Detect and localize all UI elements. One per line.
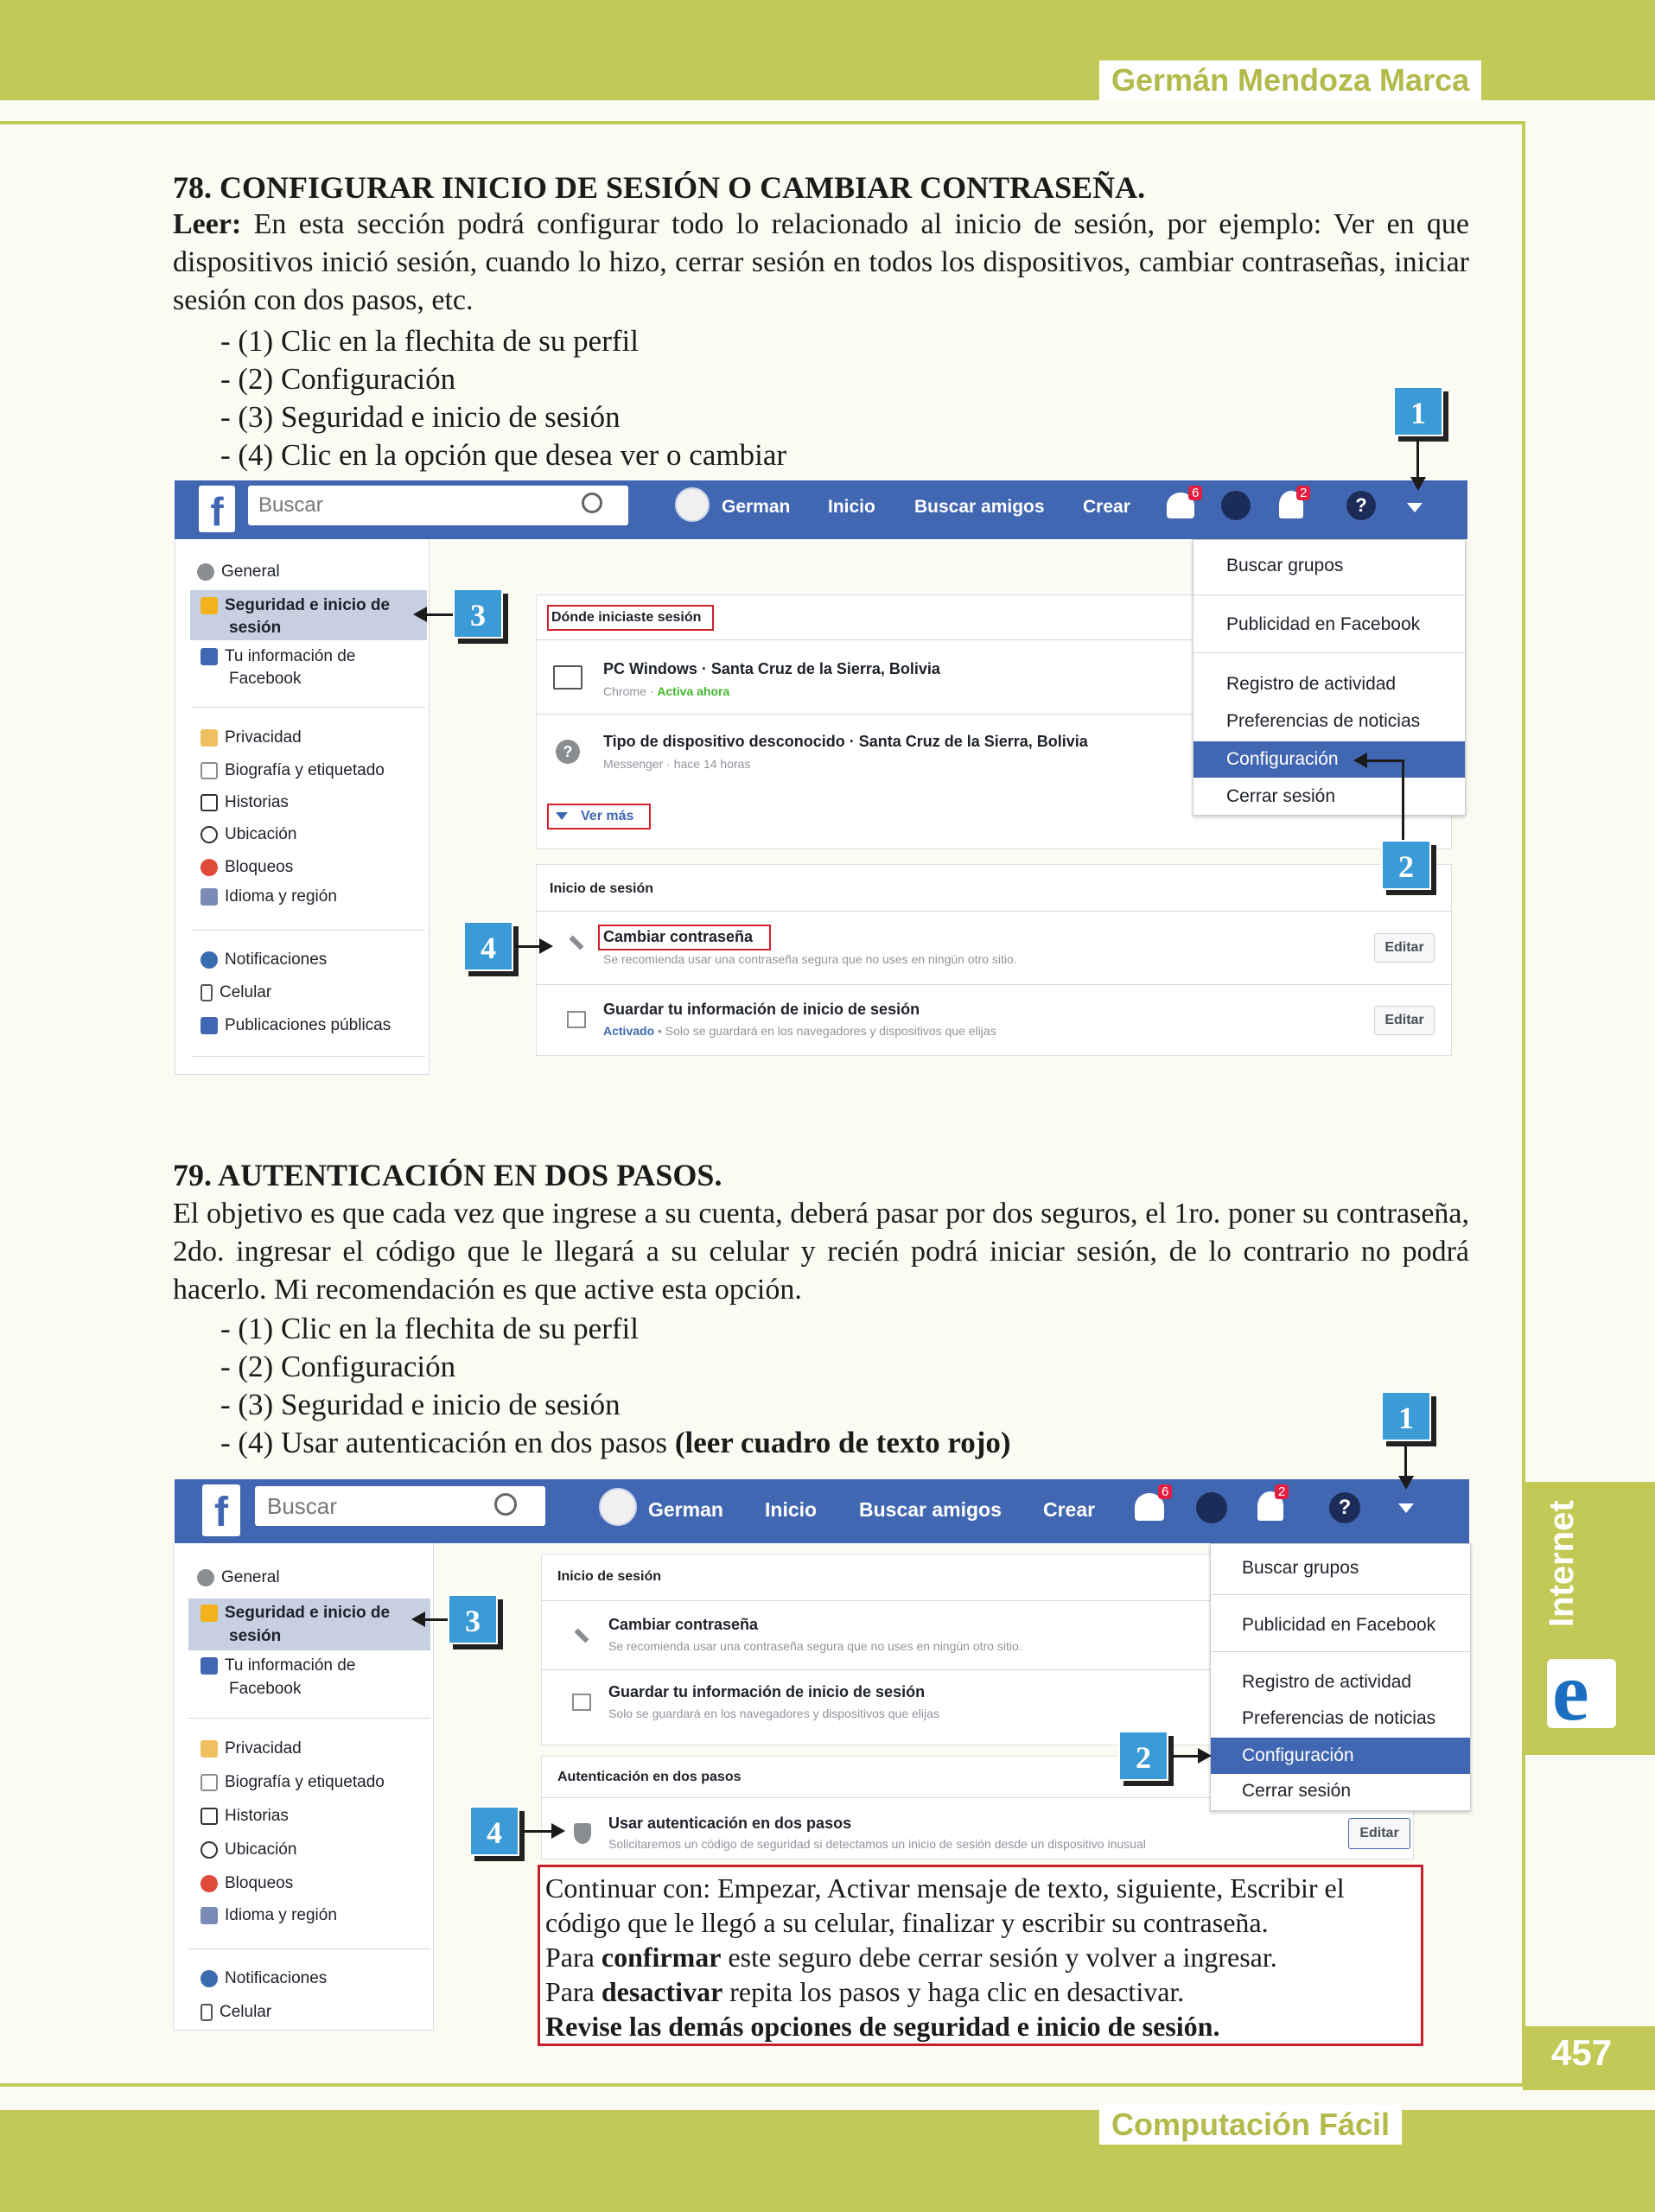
divider xyxy=(1211,1594,1470,1595)
login-heading: Inicio de sesión xyxy=(557,1569,662,1584)
menu-item-logout[interactable]: Cerrar sesión xyxy=(1242,1781,1352,1801)
change-password-link[interactable]: Cambiar contraseña xyxy=(603,928,754,945)
s79-step-3: - (3) Seguridad e inicio de sesión xyxy=(220,1388,621,1421)
notifications-badge: 2 xyxy=(1275,1484,1289,1499)
messenger-icon[interactable] xyxy=(1221,491,1251,520)
device-2-title: Tipo de dispositivo desconocido · Santa Cruz de la Sierra, Bolivia xyxy=(603,733,1088,750)
page-number: 457 xyxy=(1551,2032,1613,2073)
sidebar-item-your-info-line2: Facebook xyxy=(229,1680,302,1698)
nav-find-friends[interactable]: Buscar amigos xyxy=(859,1498,1002,1521)
language-icon xyxy=(201,1907,218,1924)
save-login-info-title[interactable]: Guardar tu información de inicio de sesión xyxy=(603,1001,920,1018)
nav-home[interactable]: Inicio xyxy=(828,497,875,517)
lead-text: En esta sección podrá configurar todo lo relacionado al inicio de sesión, por ejemplo: Ver en que dispositivos inició sesión, cuando lo hizo, cerrar sesión en todos los dispositivos, cambiar contraseñas, iniciar sesión con dos pasos, etc. xyxy=(173,208,1469,316)
save-login-info-title[interactable]: Guardar tu información de inicio de sesión xyxy=(608,1683,926,1700)
book-tag: Computación Fácil xyxy=(1099,2105,1402,2145)
section-78-title: 78. CONFIGURAR INICIO DE SESIÓN O CAMBIAR CONTRASEÑA. xyxy=(173,170,1146,205)
notifications-badge: 2 xyxy=(1296,486,1310,500)
sidebar-item-general[interactable]: General xyxy=(197,1568,280,1587)
sidebar-item-notifications[interactable]: Notificaciones xyxy=(201,1969,327,1988)
language-icon xyxy=(201,888,218,906)
sidebar-item-mobile[interactable]: Celular xyxy=(201,983,271,1002)
edit-button[interactable]: Editar xyxy=(1374,1006,1435,1035)
menu-item-news-feed-prefs[interactable]: Preferencias de noticias xyxy=(1242,1708,1436,1728)
location-icon xyxy=(201,1841,218,1859)
shield-icon xyxy=(201,597,218,614)
callout-4: 4 xyxy=(469,1806,519,1856)
arrow xyxy=(1172,1755,1200,1758)
note-line-4: Revise las demás opciones de seguridad e inicio de sesión. xyxy=(545,2011,1220,2042)
internet-explorer-icon: e xyxy=(1547,1659,1616,1728)
gear-icon xyxy=(197,1569,214,1586)
callout-3: 3 xyxy=(453,588,503,639)
sidebar-item-security-line2: sesión xyxy=(229,1627,282,1645)
avatar[interactable] xyxy=(675,487,710,522)
menu-item-news-feed-prefs[interactable]: Preferencias de noticias xyxy=(1226,711,1421,731)
search-icon[interactable] xyxy=(494,1493,517,1516)
rss-icon xyxy=(201,1017,218,1034)
facebook-icon xyxy=(201,1657,218,1675)
arrow xyxy=(1416,439,1419,479)
shield-icon xyxy=(201,1605,218,1622)
nav-home[interactable]: Inicio xyxy=(765,1498,818,1521)
arrow xyxy=(1367,760,1404,762)
nav-create[interactable]: Crear xyxy=(1043,1498,1096,1521)
device-2-sub: Messenger · hace 14 horas xyxy=(603,757,751,771)
sidebar-item-location[interactable]: Ubicación xyxy=(201,825,296,844)
arrow-head xyxy=(1198,1748,1212,1764)
arrow xyxy=(422,1618,448,1621)
callout-2: 2 xyxy=(1381,840,1431,890)
lock-icon xyxy=(201,729,218,747)
s79-step-4: - (4) Usar autenticación en dos pasos (leer cuadro de texto rojo) xyxy=(220,1426,1011,1459)
sidebar-item-public-posts[interactable]: Publicaciones públicas xyxy=(201,1016,391,1035)
two-factor-sub: Solicitaremos un código de seguridad si detectamos un inicio de sesión desde un dispositivo inusual xyxy=(608,1837,1146,1851)
instructions-note-box xyxy=(538,1865,1423,2046)
change-password-sub: Se recomienda usar una contraseña segura que no uses en ningún otro sitio. xyxy=(603,952,1017,966)
two-factor-heading: Autenticación en dos pasos xyxy=(557,1770,742,1784)
menu-item-find-groups[interactable]: Buscar grupos xyxy=(1226,556,1344,575)
lock-icon xyxy=(201,1740,218,1758)
section-79-title: 79. AUTENTICACIÓN EN DOS PASOS. xyxy=(173,1158,722,1192)
menu-item-activity-log[interactable]: Registro de actividad xyxy=(1242,1672,1412,1692)
note-line-1: Continuar con: Empezar, Activar mensaje de texto, siguiente, Escribir el código que le llegó a su celular, finalizar y escribir su contraseña. xyxy=(545,1872,1345,1938)
sidebar-item-your-info[interactable]: Tu información de xyxy=(201,647,355,666)
arrow-head xyxy=(539,938,553,954)
search-icon[interactable] xyxy=(582,493,602,513)
sidebar-item-mobile[interactable]: Celular xyxy=(201,2003,271,2022)
chevron-down-icon xyxy=(556,812,568,820)
desktop-icon xyxy=(553,665,582,690)
help-icon[interactable]: ? xyxy=(1346,491,1376,520)
timeline-icon xyxy=(201,762,218,779)
arrow xyxy=(1402,760,1404,840)
callout-1: 1 xyxy=(1381,1391,1431,1441)
block-icon xyxy=(201,1875,218,1892)
s79-step-1: - (1) Clic en la flechita de su perfil xyxy=(220,1312,639,1345)
sidebar-item-blocking[interactable]: Bloqueos xyxy=(201,1874,293,1893)
fb-search-input[interactable]: Buscar xyxy=(248,486,628,525)
side-tab-label: Internet xyxy=(1543,1500,1581,1628)
divider xyxy=(536,911,1452,912)
callout-1: 1 xyxy=(1393,386,1443,436)
section-79-text: El objetivo es que cada vez que ingrese a su cuenta, deberá pasar por dos seguros, el 1ro. poner su contraseña, 2do. ingresar el código que le llegará a su celular y recién podrá iniciar sesión, de lo contrario no podrá hacerlo. Mi recomendación es que active esta opción. xyxy=(173,1198,1469,1306)
where-logged-in-heading: Dónde iniciaste sesión xyxy=(551,610,702,625)
menu-item-activity-log[interactable]: Registro de actividad xyxy=(1226,674,1397,694)
divider xyxy=(192,930,425,931)
facebook-logo-icon[interactable]: f xyxy=(199,486,235,532)
fb-search-input[interactable]: Buscar xyxy=(255,1486,545,1526)
s78-step-4: - (4) Clic en la opción que desea ver o cambiar xyxy=(220,438,787,472)
divider xyxy=(1194,652,1465,653)
sidebar-item-notifications[interactable]: Notificaciones xyxy=(201,950,327,969)
gear-icon xyxy=(197,563,214,581)
divider xyxy=(188,1948,430,1949)
note-line-2: Para confirmar este seguro debe cerrar sesión y volver a ingresar. xyxy=(545,1942,1277,1973)
device-1-sub: Chrome · Activa ahora xyxy=(603,684,730,698)
save-login-info-sub: Activado • Solo se guardará en los navegadores y dispositivos que elijas xyxy=(603,1024,996,1038)
avatar[interactable] xyxy=(599,1488,637,1526)
change-password-sub: Se recomienda usar una contraseña segura que no uses en ningún otro sitio. xyxy=(608,1639,1022,1653)
sidebar-item-privacy[interactable]: Privacidad xyxy=(201,728,302,747)
menu-item-settings[interactable]: Configuración xyxy=(1211,1738,1470,1774)
callout-4: 4 xyxy=(463,921,513,971)
id-card-icon xyxy=(572,1694,591,1711)
divider xyxy=(536,984,1452,985)
device-1-title: PC Windows · Santa Cruz de la Sierra, Bolivia xyxy=(603,660,940,677)
arrow-head xyxy=(411,1611,425,1627)
section-78-intro xyxy=(173,206,1469,320)
location-icon xyxy=(201,826,218,843)
menu-item-logout[interactable]: Cerrar sesión xyxy=(1226,786,1336,806)
messenger-icon[interactable] xyxy=(1196,1492,1227,1523)
sidebar-item-language[interactable]: Idioma y región xyxy=(201,1906,337,1925)
lead-label: Leer: xyxy=(173,208,242,240)
s79-step-2: - (2) Configuración xyxy=(220,1350,456,1383)
account-dropdown-menu xyxy=(1210,1543,1471,1811)
book-icon xyxy=(201,1808,218,1825)
sidebar-item-location[interactable]: Ubicación xyxy=(201,1840,296,1859)
arrow-head xyxy=(1410,477,1426,491)
sidebar-item-your-info[interactable]: Tu información de xyxy=(201,1656,355,1675)
see-more-link[interactable]: Ver más xyxy=(581,809,634,823)
divider xyxy=(188,1718,430,1719)
edit-button[interactable]: Editar xyxy=(1348,1818,1410,1849)
s78-step-3: - (3) Seguridad e inicio de sesión xyxy=(220,400,621,434)
nav-create[interactable]: Crear xyxy=(1083,497,1130,517)
menu-item-settings[interactable]: Configuración xyxy=(1194,741,1465,778)
save-login-info-sub: Solo se guardará en los navegadores y dispositivos que elijas xyxy=(608,1707,939,1720)
change-password-link[interactable]: Cambiar contraseña xyxy=(608,1616,759,1633)
sidebar-item-your-info-line2: Facebook xyxy=(229,670,302,688)
arrow xyxy=(1404,1445,1407,1479)
unknown-device-icon: ? xyxy=(556,740,580,764)
arrow xyxy=(515,945,541,948)
divider xyxy=(192,1056,425,1057)
divider xyxy=(1211,1651,1470,1652)
sidebar-item-security[interactable]: Seguridad e inicio de xyxy=(201,596,390,615)
arrow-head xyxy=(1398,1476,1414,1490)
sidebar-item-blocking[interactable]: Bloqueos xyxy=(201,858,293,877)
shield-icon xyxy=(574,1823,591,1844)
menu-item-find-groups[interactable]: Buscar grupos xyxy=(1242,1558,1359,1578)
profile-name[interactable]: German xyxy=(648,1498,723,1521)
callout-3: 3 xyxy=(448,1594,498,1644)
profile-name[interactable]: German xyxy=(722,497,791,517)
menu-item-advertising[interactable]: Publicidad en Facebook xyxy=(1242,1615,1436,1635)
callout-2: 2 xyxy=(1118,1731,1168,1781)
note-line-3: Para desactivar repita los pasos y haga clic en desactivar. xyxy=(545,1976,1185,2007)
menu-item-advertising[interactable]: Publicidad en Facebook xyxy=(1226,614,1421,634)
arrow-head xyxy=(1353,753,1367,768)
facebook-icon xyxy=(201,648,218,665)
author-tag: Germán Mendoza Marca xyxy=(1099,60,1481,100)
book-icon xyxy=(201,794,218,811)
s78-step-2: - (2) Configuración xyxy=(220,362,456,396)
globe-icon xyxy=(201,1970,218,1987)
friend-requests-badge: 6 xyxy=(1188,486,1202,500)
sidebar-item-security-line2: sesión xyxy=(229,619,282,637)
edit-button[interactable]: Editar xyxy=(1374,933,1435,963)
id-card-icon xyxy=(567,1011,586,1028)
block-icon xyxy=(201,859,218,876)
sidebar-item-timeline[interactable]: Biografía y etiquetado xyxy=(201,761,385,780)
account-dropdown-arrow-icon[interactable] xyxy=(1407,503,1423,512)
arrow-head xyxy=(413,607,427,622)
nav-find-friends[interactable]: Buscar amigos xyxy=(914,497,1045,517)
friend-requests-badge: 6 xyxy=(1158,1484,1172,1499)
globe-icon xyxy=(201,951,218,969)
divider xyxy=(1194,594,1465,595)
account-dropdown-arrow-icon[interactable] xyxy=(1398,1503,1414,1513)
sidebar-item-general[interactable]: General xyxy=(197,563,280,582)
help-icon[interactable]: ? xyxy=(1329,1492,1360,1523)
sidebar-item-language[interactable]: Idioma y región xyxy=(201,887,337,906)
sidebar-item-privacy[interactable]: Privacidad xyxy=(201,1739,302,1758)
phone-icon xyxy=(201,2004,213,2021)
sidebar-item-security[interactable]: Seguridad e inicio de xyxy=(201,1604,390,1623)
sidebar-item-timeline[interactable]: Biografía y etiquetado xyxy=(201,1773,385,1792)
s78-step-1: - (1) Clic en la flechita de su perfil xyxy=(220,324,639,358)
phone-icon xyxy=(201,984,213,1001)
account-dropdown-menu xyxy=(1193,539,1466,816)
login-heading: Inicio de sesión xyxy=(550,881,654,896)
arrow xyxy=(423,613,453,616)
sidebar-item-stories[interactable]: Historias xyxy=(201,1807,289,1826)
sidebar-item-stories[interactable]: Historias xyxy=(201,793,289,812)
two-factor-title[interactable]: Usar autenticación en dos pasos xyxy=(608,1815,852,1832)
facebook-logo-icon[interactable]: f xyxy=(202,1484,240,1536)
arrow xyxy=(522,1830,553,1833)
bottom-band xyxy=(0,2110,1655,2212)
divider xyxy=(192,707,425,708)
arrow-head xyxy=(551,1823,565,1839)
timeline-icon xyxy=(201,1774,218,1791)
